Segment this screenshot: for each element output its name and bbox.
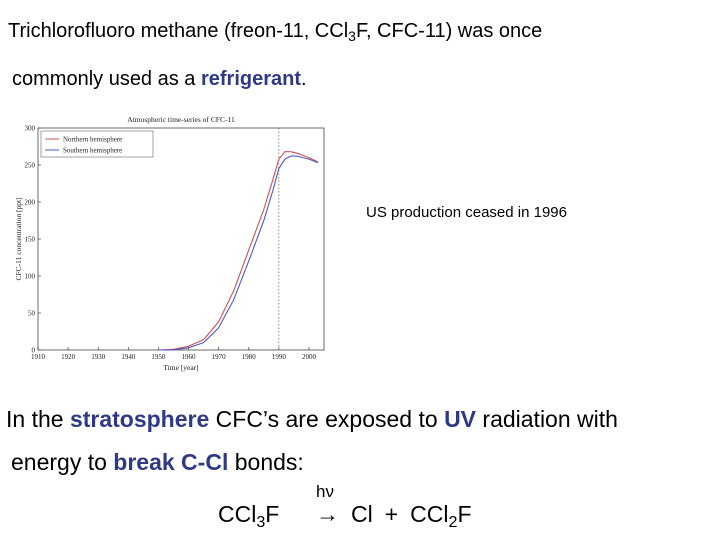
break-ccl-keyword: break C-Cl — [113, 449, 229, 475]
product-end: F — [457, 501, 472, 527]
x-tick-label: 1940 — [121, 353, 136, 361]
chlorine-product: Cl — [351, 501, 373, 527]
x-tick-label: 1930 — [91, 353, 106, 361]
reactant-end: F — [265, 501, 280, 527]
slide-line-1 — [8, 20, 542, 43]
photon-label: hν — [316, 482, 334, 501]
x-axis-label: Time [year] — [163, 363, 199, 372]
x-tick-label: 1970 — [211, 353, 226, 361]
y-axis-label: CFC-11 concentration [ppt] — [14, 197, 23, 281]
legend-label-northern: Northern hemisphere — [63, 135, 123, 144]
line-4-text-a: energy to — [11, 449, 114, 475]
slide-line-2 — [12, 68, 307, 91]
refrigerant-keyword: refrigerant — [200, 68, 302, 90]
equation-reactant — [218, 501, 280, 531]
x-tick-label: 1980 — [241, 353, 256, 361]
product-main: CCl — [410, 501, 449, 527]
line-3-text-b: CFC’s are exposed to — [209, 406, 445, 432]
y-tick-label: 0 — [31, 346, 35, 355]
y-tick-label: 100 — [24, 272, 35, 281]
line-1-subscript: 3 — [348, 28, 356, 45]
reactant-subscript: 3 — [256, 512, 266, 531]
line-2-text-a: commonly used as a — [12, 68, 201, 90]
stratosphere-keyword: stratosphere — [69, 406, 210, 432]
cfc11-timeseries-chart — [10, 108, 328, 374]
y-tick-label: 50 — [28, 309, 35, 318]
y-tick-label: 150 — [24, 235, 35, 244]
y-tick-label: 250 — [24, 161, 35, 170]
line-3-text-a: In the — [6, 406, 70, 432]
line-2-text-b: . — [301, 68, 307, 90]
reaction-arrow: → — [316, 501, 339, 527]
uv-keyword: UV — [444, 406, 477, 432]
plus-sign: + — [384, 501, 399, 527]
x-tick-label: 1920 — [61, 353, 76, 361]
line-1-text-a: (freon-11, CCl — [218, 20, 349, 42]
slide-line-3 — [6, 406, 618, 433]
chart-title: Atmospheric time-series of CFC-11 — [127, 115, 235, 124]
product-subscript: 2 — [448, 512, 458, 531]
y-tick-label: 300 — [24, 124, 35, 133]
reactant-main: CCl — [218, 501, 257, 527]
compound-name: Trichlorofluoro methane — [8, 20, 219, 42]
line-4-text-b: bonds: — [228, 449, 304, 475]
legend-label-southern: Southern hemisphere — [63, 146, 123, 155]
slide-line-4 — [11, 449, 304, 476]
y-tick-label: 200 — [24, 198, 35, 207]
line-3-text-c: radiation with — [476, 406, 618, 432]
x-tick-label: 1960 — [181, 353, 196, 361]
production-note: US production ceased in 1996 — [366, 204, 567, 221]
equation-products — [316, 501, 472, 531]
line-1-text-b: F, CFC-11) was once — [355, 20, 543, 42]
x-tick-label: 2000 — [301, 353, 316, 361]
x-tick-label: 1990 — [271, 353, 286, 361]
x-tick-label: 1950 — [151, 353, 166, 361]
legend — [41, 131, 153, 157]
x-tick-label: 1910 — [31, 353, 45, 361]
